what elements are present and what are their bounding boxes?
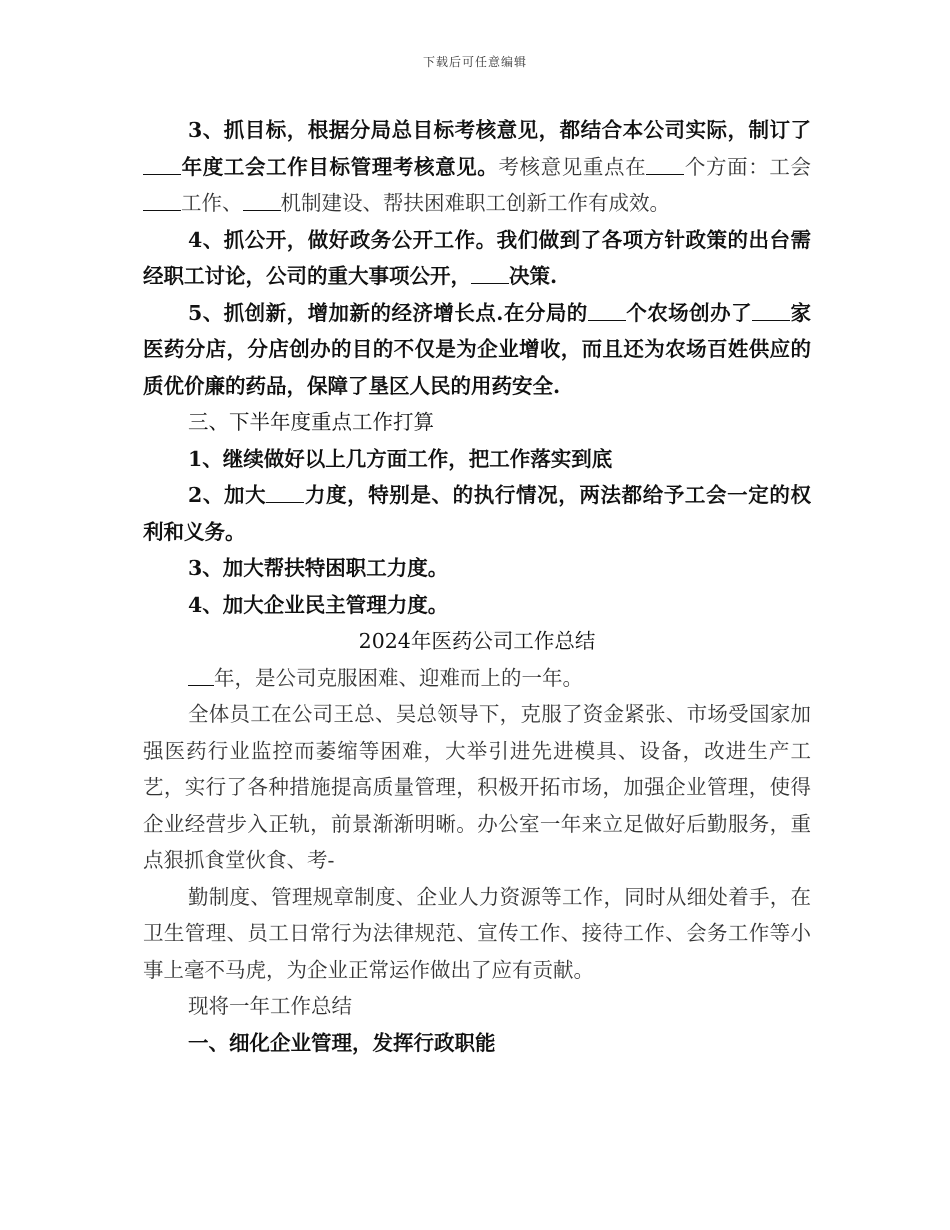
fill-blank [143, 192, 181, 211]
text-segment: 3、抓目标，根据分局总目标考核意见，都结合本公司实际，制订了 [188, 118, 811, 142]
page-header: 下载后可任意编辑 [422, 55, 527, 69]
paragraph-openness [143, 222, 811, 295]
text-segment: 工作、 [181, 191, 243, 215]
paragraph-plan-1: 1、继续做好以上几方面工作，把工作落实到底 [188, 446, 613, 471]
text-segment: 机制建设、帮扶困难职工创新工作有成效。 [280, 191, 670, 215]
paragraph-summary-lead: 现将一年工作总结 [188, 994, 352, 1018]
paragraph-intro [143, 660, 811, 697]
section-heading-plan: 三、下半年度重点工作打算 [188, 410, 434, 434]
text-segment: 考核意见重点在 [498, 154, 647, 179]
paragraph-plan-4: 4、加大企业民主管理力度。 [188, 592, 449, 617]
paragraph-plan-2 [143, 477, 811, 550]
section-heading-management: 一、细化企业管理，发挥行政职能 [188, 1030, 496, 1055]
text-segment: 年度工会工作目标管理考核意见。 [181, 154, 499, 179]
document-body [143, 112, 811, 1061]
fill-blank [646, 155, 684, 174]
fill-blank [752, 301, 790, 320]
fill-blank [588, 301, 626, 320]
fill-blank [143, 155, 181, 174]
text-segment: 年，是公司克服困难、迎难而上的一年。 [214, 665, 583, 690]
fill-blank [188, 666, 214, 685]
paragraph-overview: 全体员工在公司王总、吴总领导下，克服了资金紧张、市场受国家加强医药行业监控而萎缩等困难，大举引进先进模具、设备，改进生产工艺，实行了各种措施提高质量管理，积极开拓市场，加强企业管理，使得企业经营步入正轨，前景渐渐明晰。办公室一年来立足做好后勤服务，重点狠抓食堂伙食、考- [143, 702, 811, 872]
text-segment: 2、加大 [188, 483, 267, 507]
text-segment: 家医药分店，分店创办的目的不仅是为企业增收，而且还为农场百姓供应的质优价廉的药品，保障了垦区人民的用药安全. [143, 300, 812, 398]
paragraph-target-assessment [143, 112, 811, 222]
text-segment: 力度，特别是、的执行情况，两法都给予工会一定的权利和义务。 [143, 483, 812, 544]
text-segment: 4、抓公开，做好政务公开工作。我们做到了各项方针政策的出台需经职工讨论，公司的重大事项公开， [143, 227, 811, 288]
fill-blank [266, 484, 304, 503]
paragraph-details: 勤制度、管理规章制度、企业人力资源等工作，同时从细处着手，在卫生管理、员工日常行为法律规范、宣传工作、接待工作、会务工作等小事上毫不马虎，为企业正常运作做出了应有贡献。 [143, 884, 811, 982]
paragraph-plan-3: 3、加大帮扶特困职工力度。 [188, 556, 449, 580]
fill-blank [243, 192, 281, 211]
text-segment: 5、抓创新，增加新的经济增长点.在分局的 [188, 300, 588, 325]
text-segment: 个农场创办了 [625, 300, 753, 325]
paragraph-innovation [143, 295, 811, 405]
text-segment: 个方面：工会 [684, 154, 812, 179]
text-segment: 决策. [509, 264, 558, 288]
fill-blank [471, 265, 509, 284]
document-title: 2024年医药公司工作总结 [358, 629, 596, 653]
